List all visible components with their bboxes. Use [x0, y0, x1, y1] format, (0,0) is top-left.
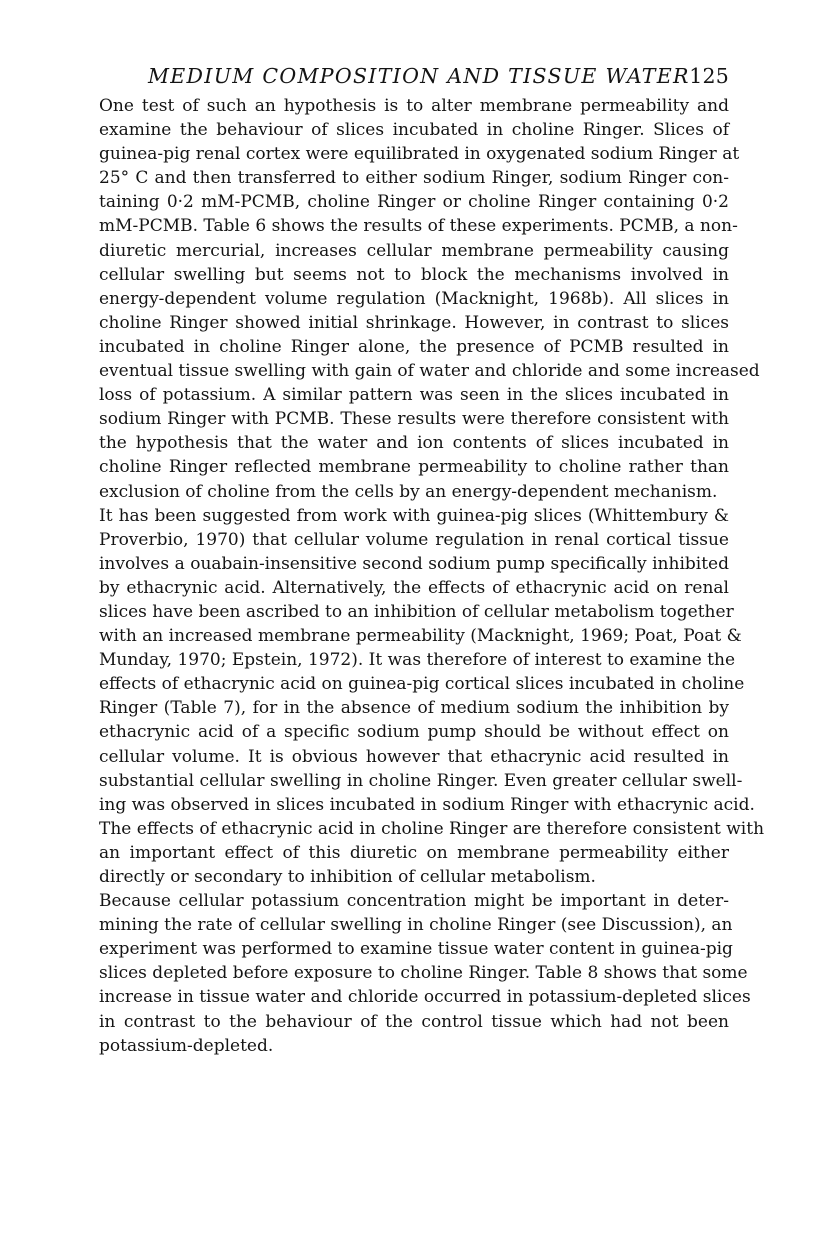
text-line: taining 0·2 mM-PCMB, choline Ringer or choline Ringer containing 0·2: [99, 192, 729, 213]
text-line: sodium Ringer with PCMB. These results were therefore consistent with: [99, 409, 729, 430]
text-line: directly or secondary to inhibition of cellular metabolism.: [99, 867, 596, 887]
text-line: energy-dependent volume regulation (Macknight, 1968b). All slices in: [99, 288, 729, 309]
text-line: incubated in choline Ringer alone, the presence of PCMB resulted in: [99, 336, 729, 357]
text-line: Proverbio, 1970) that cellular volume regulation in renal cortical tissue: [99, 529, 729, 550]
text-line: by ethacrynic acid. Alternatively, the effects of ethacrynic acid on renal: [99, 577, 729, 598]
running-head: [75, 60, 729, 94]
text-line: ethacrynic acid of a specific sodium pump should be without effect on: [99, 722, 729, 743]
text-line: Munday, 1970; Epstein, 1972). It was therefore of interest to examine the: [99, 650, 736, 671]
text-line: exclusion of choline from the cells by an energy-dependent mechanism.: [99, 481, 718, 502]
text-line: involves a ouabain-insensitive second sodium pump specifically inhibited: [99, 553, 729, 574]
text-line: It has been suggested from work with guinea-pig slices (Whittembury &: [99, 505, 729, 526]
text-line: Because cellular potassium concentration might be important in deter-: [99, 891, 729, 912]
running-title: MEDIUM COMPOSITION AND TISSUE WATER: [148, 64, 690, 88]
body-text: [75, 94, 765, 1058]
text-line: ing was observed in slices incubated in sodium Ringer with ethacrynic acid.: [99, 794, 755, 815]
text-line: an important effect of this diuretic on membrane permeability either: [99, 842, 729, 863]
text-line: The effects of ethacrynic acid in choline Ringer are therefore consistent with: [99, 818, 765, 839]
text-line: cellular swelling but seems not to block the mechanisms involved in: [99, 264, 729, 285]
text-line: choline Ringer showed initial shrinkage. However, in contrast to slices: [99, 312, 729, 333]
paragraph: [75, 94, 760, 504]
text-line: experiment was performed to examine tissue water content in guinea-pig: [99, 939, 733, 960]
text-line: Ringer (Table 7), for in the absence of medium sodium the inhibition by: [99, 698, 729, 719]
text-line: guinea-pig renal cortex were equilibrated in oxygenated sodium Ringer at: [99, 144, 740, 165]
text-line: slices depleted before exposure to choline Ringer. Table 8 shows that some: [99, 963, 748, 984]
text-line: loss of potassium. A similar pattern was seen in the slices incubated in: [99, 385, 729, 406]
text-line: cellular volume. It is obvious however that ethacrynic acid resulted in: [99, 746, 729, 767]
text-line: slices have been ascribed to an inhibition of cellular metabolism together: [99, 601, 734, 622]
text-line: effects of ethacrynic acid on guinea-pig cortical slices incubated in choline: [99, 674, 745, 695]
text-line: examine the behaviour of slices incubated in choline Ringer. Slices of: [99, 120, 729, 141]
text-line: increase in tissue water and chloride occurred in potassium-depleted slices: [99, 987, 751, 1008]
text-line: diuretic mercurial, increases cellular membrane permeability causing: [99, 240, 729, 261]
text-line: 25° C and then transferred to either sodium Ringer, sodium Ringer con-: [99, 168, 729, 189]
text-line: mM-PCMB. Table 6 shows the results of these experiments. PCMB, a non-: [99, 216, 738, 237]
text-line: the hypothesis that the water and ion contents of slices incubated in: [99, 433, 729, 454]
text-line: mining the rate of cellular swelling in choline Ringer (see Discussion), an: [99, 915, 733, 936]
text-line: in contrast to the behaviour of the control tissue which had not been: [99, 1011, 729, 1032]
text-line: One test of such an hypothesis is to alter membrane permeability and: [99, 96, 729, 116]
paragraph: [75, 889, 751, 1058]
page: [75, 60, 765, 1058]
text-line: choline Ringer reflected membrane permeability to choline rather than: [99, 457, 729, 478]
page-number: 125: [689, 64, 729, 88]
text-line: substantial cellular swelling in choline Ringer. Even greater cellular swell-: [99, 770, 743, 791]
paragraph: [75, 504, 765, 890]
text-line: with an increased membrane permeability (Macknight, 1969; Poat, Poat &: [99, 626, 742, 647]
text-line: potassium-depleted.: [99, 1035, 274, 1056]
text-line: eventual tissue swelling with gain of water and chloride and some increased: [99, 361, 760, 382]
